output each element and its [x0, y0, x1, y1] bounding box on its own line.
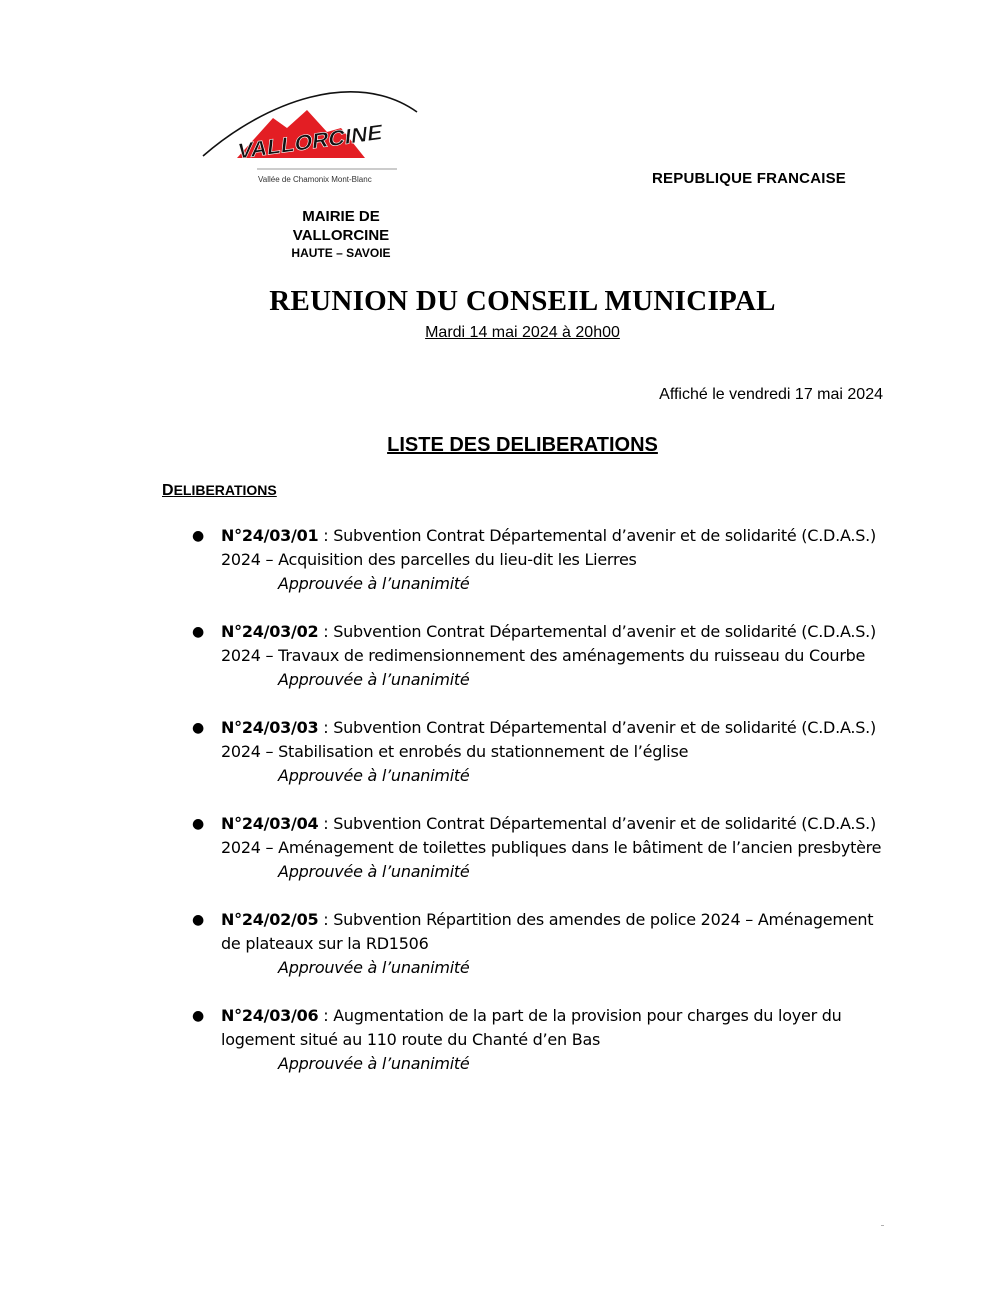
mairie-line-1: MAIRIE DE	[302, 208, 380, 225]
list-title-wrapper	[0, 434, 1000, 457]
bullet-icon: ●	[192, 624, 204, 640]
deliberation-status: Approuvée à l’unanimité	[278, 670, 470, 689]
deliberation-status: Approuvée à l’unanimité	[278, 1054, 470, 1073]
deliberation-text: : Subvention Répartition des amendes de police 2024 – Aménagement de plateaux sur la RD1506	[221, 910, 874, 953]
bullet-icon: ●	[192, 720, 204, 736]
deliberation-item	[192, 1004, 891, 1076]
deliberation-number: N°24/03/01	[221, 526, 319, 545]
vallorcine-logo	[195, 72, 435, 192]
mairie-line-2: VALLORCINE	[292, 227, 390, 244]
bullet-icon: ●	[192, 912, 204, 928]
deliberation-item	[192, 812, 891, 884]
scan-mark	[881, 1225, 884, 1226]
deliberation-item	[192, 620, 891, 692]
deliberation-number: N°24/02/05	[221, 910, 319, 929]
logo-tagline: Vallée de Chamonix Mont-Blanc	[258, 175, 372, 184]
deliberation-text: : Subvention Contrat Départemental d’avenir et de solidarité (C.D.A.S.) 2024 – Stabilisation et enrobés du stationnement de l’église	[221, 718, 876, 761]
deliberation-number: N°24/03/03	[221, 718, 319, 737]
republique-francaise: REPUBLIQUE FRANCAISE	[652, 170, 847, 187]
deliberation-text: : Subvention Contrat Départemental d’avenir et de solidarité (C.D.A.S.) 2024 – Aménagement de toilettes publiques dans le bâtiment de l’ancien presbytère	[221, 814, 882, 857]
page-title: REUNION DU CONSEIL MUNICIPAL	[269, 285, 776, 317]
bullet-icon: ●	[192, 816, 204, 832]
deliberation-number: N°24/03/02	[221, 622, 319, 641]
posted-date: Affiché le vendredi 17 mai 2024	[659, 386, 883, 403]
meeting-date: Mardi 14 mai 2024 à 20h00	[425, 324, 620, 341]
deliberation-status: Approuvée à l’unanimité	[278, 958, 470, 977]
deliberation-item	[192, 524, 891, 596]
section-heading-rest: ELIBERATIONS	[173, 482, 277, 498]
bullet-icon: ●	[192, 1008, 204, 1024]
list-title: LISTE DES DELIBERATIONS	[387, 434, 658, 456]
deliberation-text: : Augmentation de la part de la provision pour charges du loyer du logement situé au 110 route du Chanté d’en Bas	[221, 1006, 842, 1049]
meeting-date-wrapper	[0, 324, 1000, 342]
section-heading-initial: D	[162, 482, 174, 499]
deliberation-text: : Subvention Contrat Départemental d’avenir et de solidarité (C.D.A.S.) 2024 – Acquisition des parcelles du lieu-dit les Lierres	[221, 526, 876, 569]
deliberation-status: Approuvée à l’unanimité	[278, 766, 470, 785]
mairie-block	[276, 207, 406, 261]
deliberation-list	[192, 524, 891, 1100]
deliberation-item	[192, 716, 891, 788]
logo-graphic	[195, 72, 435, 192]
logo-brand-text: VALLORCINE	[236, 119, 384, 164]
deliberation-item	[192, 908, 891, 980]
bullet-icon: ●	[192, 528, 204, 544]
mairie-line-3: HAUTE – SAVOIE	[291, 246, 391, 260]
section-heading	[162, 482, 277, 500]
deliberation-number: N°24/03/06	[221, 1006, 319, 1025]
deliberation-status: Approuvée à l’unanimité	[278, 862, 470, 881]
deliberation-status: Approuvée à l’unanimité	[278, 574, 470, 593]
deliberation-text: : Subvention Contrat Départemental d’avenir et de solidarité (C.D.A.S.) 2024 – Travaux de redimensionnement des aménagements du ruisseau du Courbe	[221, 622, 876, 665]
deliberation-number: N°24/03/04	[221, 814, 319, 833]
